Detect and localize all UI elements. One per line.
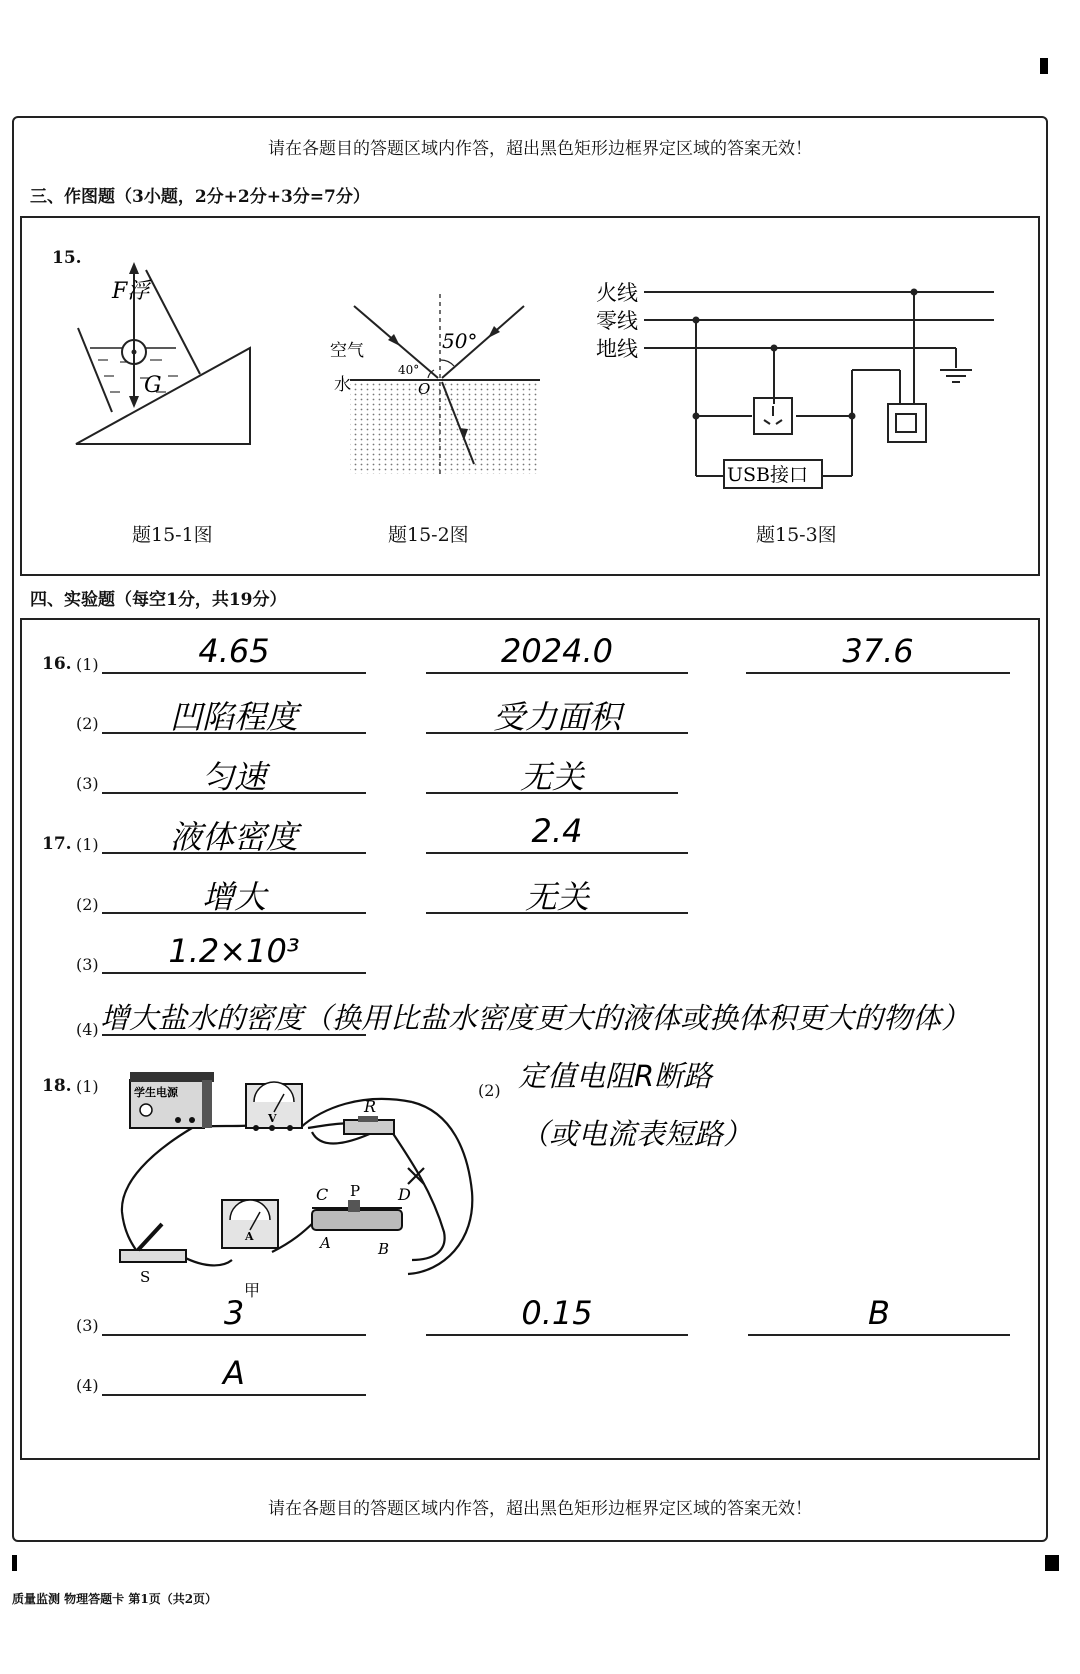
q17-part3-label: (3)	[76, 955, 99, 974]
q15-number: 15.	[52, 248, 82, 268]
q17-p2-answer2: 无关	[524, 878, 589, 916]
q15-fig3-diagram	[596, 280, 1016, 516]
q16-part1-label: (1)	[76, 655, 99, 674]
q18-p3-answer2: 0.15	[521, 1294, 593, 1332]
power-supply-label: 学生电源	[134, 1086, 178, 1099]
incident-angle-label: 40°	[398, 363, 420, 377]
q17-p1-blank2[interactable]	[426, 852, 688, 854]
q15-fig3-caption: 题15-3图	[756, 524, 837, 546]
ground-wire-label: 地线	[596, 337, 638, 361]
usb-label: USB接口	[727, 464, 808, 486]
terminal-a-label: A	[320, 1234, 331, 1252]
q16-p2-answer1: 凹陷程度	[169, 698, 298, 736]
q17-number: 17.	[42, 834, 72, 854]
q15-fig1-diagram	[70, 262, 260, 452]
top-notice: 请在各题目的答题区域内作答，超出黑色矩形边框界定区域的答案无效！	[268, 139, 812, 159]
terminal-b-label: B	[378, 1240, 390, 1258]
q16-p1-answer2: 2024.0	[501, 632, 613, 670]
neutral-wire-label: 零线	[596, 309, 638, 333]
switch-label: S	[140, 1268, 151, 1286]
q16-p1-blank2[interactable]	[426, 672, 688, 674]
q18-p3-blank3[interactable]	[748, 1334, 1010, 1336]
q17-p1-answer1: 液体密度	[169, 818, 298, 856]
gravity-label: G	[144, 373, 162, 398]
q18-part4-label: (4)	[76, 1376, 99, 1395]
q17-p4-answer1: 增大盐水的密度（换用比盐水密度更大的液体或换体积更大的物体）	[100, 1001, 971, 1035]
section4-title: 四、实验题（每空1分，共19分）	[30, 590, 287, 610]
q18-number: 18.	[42, 1076, 72, 1096]
resistor-label: R	[364, 1097, 377, 1116]
q16-p1-blank1[interactable]	[102, 672, 366, 674]
live-wire-label: 火线	[596, 281, 638, 305]
q17-p1-answer2: 2.4	[531, 812, 583, 850]
q15-fig2-diagram	[330, 288, 550, 478]
q18-part2-label: (2)	[478, 1081, 501, 1100]
q18-p3-blank1[interactable]	[102, 1334, 366, 1336]
terminal-c-label: C	[316, 1185, 329, 1204]
section3-title: 三、作图题（3小题，2分+2分+3分=7分）	[30, 187, 370, 207]
registration-mark-bottom-left	[12, 1555, 17, 1571]
water-label: 水	[334, 375, 351, 395]
q16-p1-blank3[interactable]	[746, 672, 1010, 674]
q18-p4-blank1[interactable]	[102, 1394, 366, 1396]
q18-p2-answer-line2: （或电流表短路）	[520, 1117, 753, 1151]
bottom-notice: 请在各题目的答题区域内作答，超出黑色矩形边框界定区域的答案无效！	[268, 1499, 812, 1519]
q16-p1-answer1: 4.65	[198, 632, 270, 670]
q17-p3-blank1[interactable]	[102, 972, 366, 974]
page-footer: 质量监测 物理答题卡 第1页（共2页）	[12, 1592, 218, 1606]
q16-part3-label: (3)	[76, 774, 99, 793]
q18-p3-answer3: B	[868, 1294, 890, 1332]
q16-p3-answer2: 无关	[519, 758, 584, 796]
q18-p4-answer1: A	[223, 1354, 245, 1392]
q18-circuit-diagram	[112, 1072, 492, 1302]
slider-p-label: P	[350, 1182, 361, 1200]
point-o-label: O	[418, 380, 431, 398]
voltmeter-label: V	[268, 1112, 277, 1125]
q16-p2-answer2: 受力面积	[492, 698, 621, 736]
reflected-angle-label: 50°	[442, 329, 478, 353]
figure-jia-label: 甲	[244, 1281, 261, 1300]
q16-number: 16.	[42, 654, 72, 674]
q18-part1-label: (1)	[76, 1077, 99, 1096]
q15-fig2-caption: 题15-2图	[388, 524, 469, 546]
q16-p1-answer3: 37.6	[842, 632, 914, 670]
q16-p3-answer1: 匀速	[201, 758, 266, 796]
q18-p3-blank2[interactable]	[426, 1334, 688, 1336]
q17-part4-label: (4)	[76, 1020, 99, 1039]
buoyancy-label: F浮	[112, 279, 150, 304]
registration-mark-top-right	[1040, 58, 1048, 74]
q18-p3-answer1: 3	[223, 1294, 245, 1332]
registration-mark-bottom-right	[1045, 1555, 1059, 1571]
terminal-d-label: D	[398, 1185, 411, 1204]
air-label: 空气	[330, 341, 364, 361]
ammeter-label: A	[245, 1230, 254, 1243]
q18-p2-answer-line1: 定值电阻R断路	[518, 1059, 713, 1093]
q17-p3-answer1: 1.2×10³	[168, 932, 300, 970]
q17-part1-label: (1)	[76, 835, 99, 854]
q17-p2-answer1: 增大	[201, 878, 266, 916]
q17-part2-label: (2)	[76, 895, 99, 914]
q15-fig1-caption: 题15-1图	[132, 524, 213, 546]
q16-part2-label: (2)	[76, 714, 99, 733]
q18-part3-label: (3)	[76, 1316, 99, 1335]
